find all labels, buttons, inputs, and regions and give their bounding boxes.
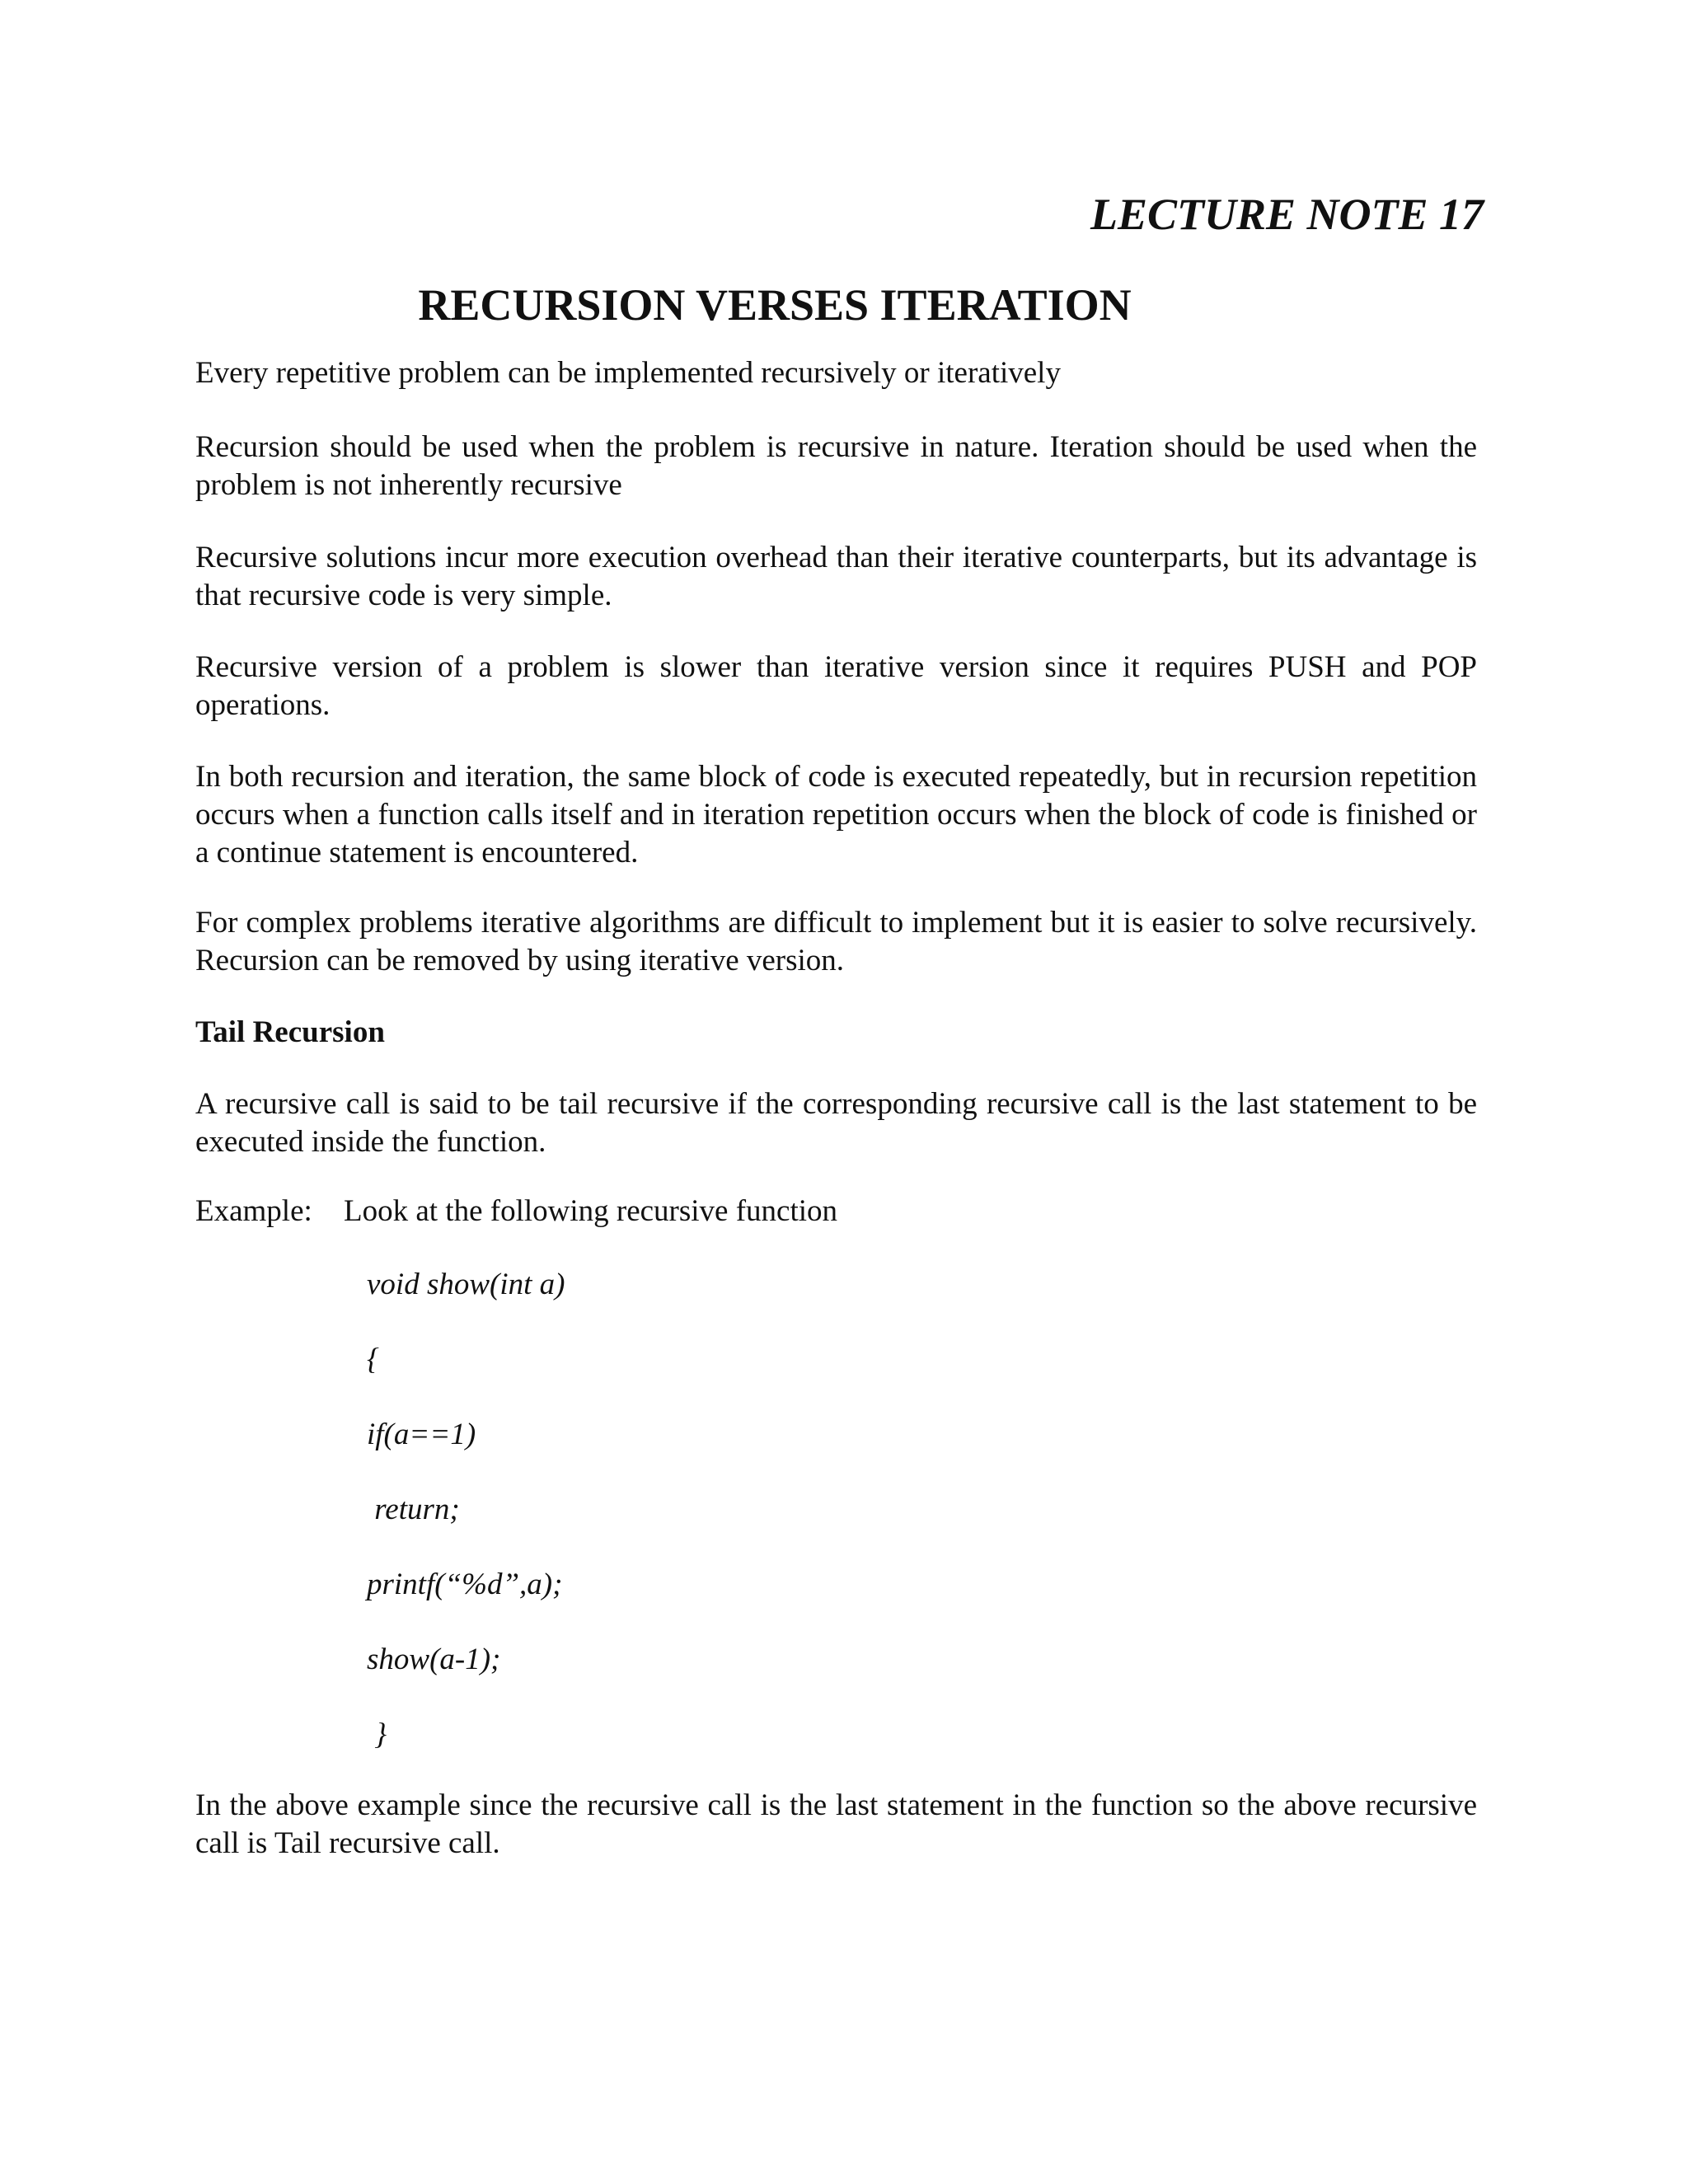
example-text: Look at the following recursive function xyxy=(344,1194,838,1228)
tail-recursion-definition: A recursive call is said to be tail recursive if the corresponding recursive call is the last statement to be executed inside the function. xyxy=(195,1087,1477,1159)
code-line-7: } xyxy=(367,1718,387,1751)
code-line-3: if(a==1) xyxy=(367,1418,476,1451)
code-line-6: show(a-1); xyxy=(367,1643,501,1676)
paragraph-5: In both recursion and iteration, the same block of code is executed repeatedly, but in recursion repetition occurs when a function calls itself and in iteration repetition occurs when the block of code is finished or a continue statement is encountered. xyxy=(195,760,1477,869)
code-line-5: printf(“%d”,a); xyxy=(367,1568,563,1601)
paragraph-4: Recursive version of a problem is slower than iterative version since it requires PUSH and POP operations. xyxy=(195,650,1477,722)
page-title: RECURSION VERSES ITERATION xyxy=(418,280,1132,330)
code-line-4: return; xyxy=(367,1493,460,1526)
lecture-note-label: LECTURE NOTE 17 xyxy=(1090,190,1484,239)
code-line-2: { xyxy=(367,1343,379,1376)
paragraph-1: Every repetitive problem can be implemented recursively or iteratively xyxy=(195,356,1061,390)
paragraph-2: Recursion should be used when the problem is recursive in nature. Iteration should be used when the problem is not inherently recursive xyxy=(195,430,1477,502)
example-label: Example: xyxy=(195,1194,312,1228)
paragraph-3: Recursive solutions incur more execution overhead than their iterative counterparts, but its advantage is that recursive code is very simple. xyxy=(195,541,1477,612)
tail-recursion-conclusion: In the above example since the recursive call is the last statement in the function so the above recursive call is Tail recursive call. xyxy=(195,1788,1477,1860)
example-line xyxy=(195,1193,837,1230)
tail-recursion-heading: Tail Recursion xyxy=(195,1015,385,1049)
paragraph-6: For complex problems iterative algorithms are difficult to implement but it is easier to solve recursively. Recursion can be removed by using iterative version. xyxy=(195,906,1477,977)
code-line-1: void show(int a) xyxy=(367,1268,565,1301)
